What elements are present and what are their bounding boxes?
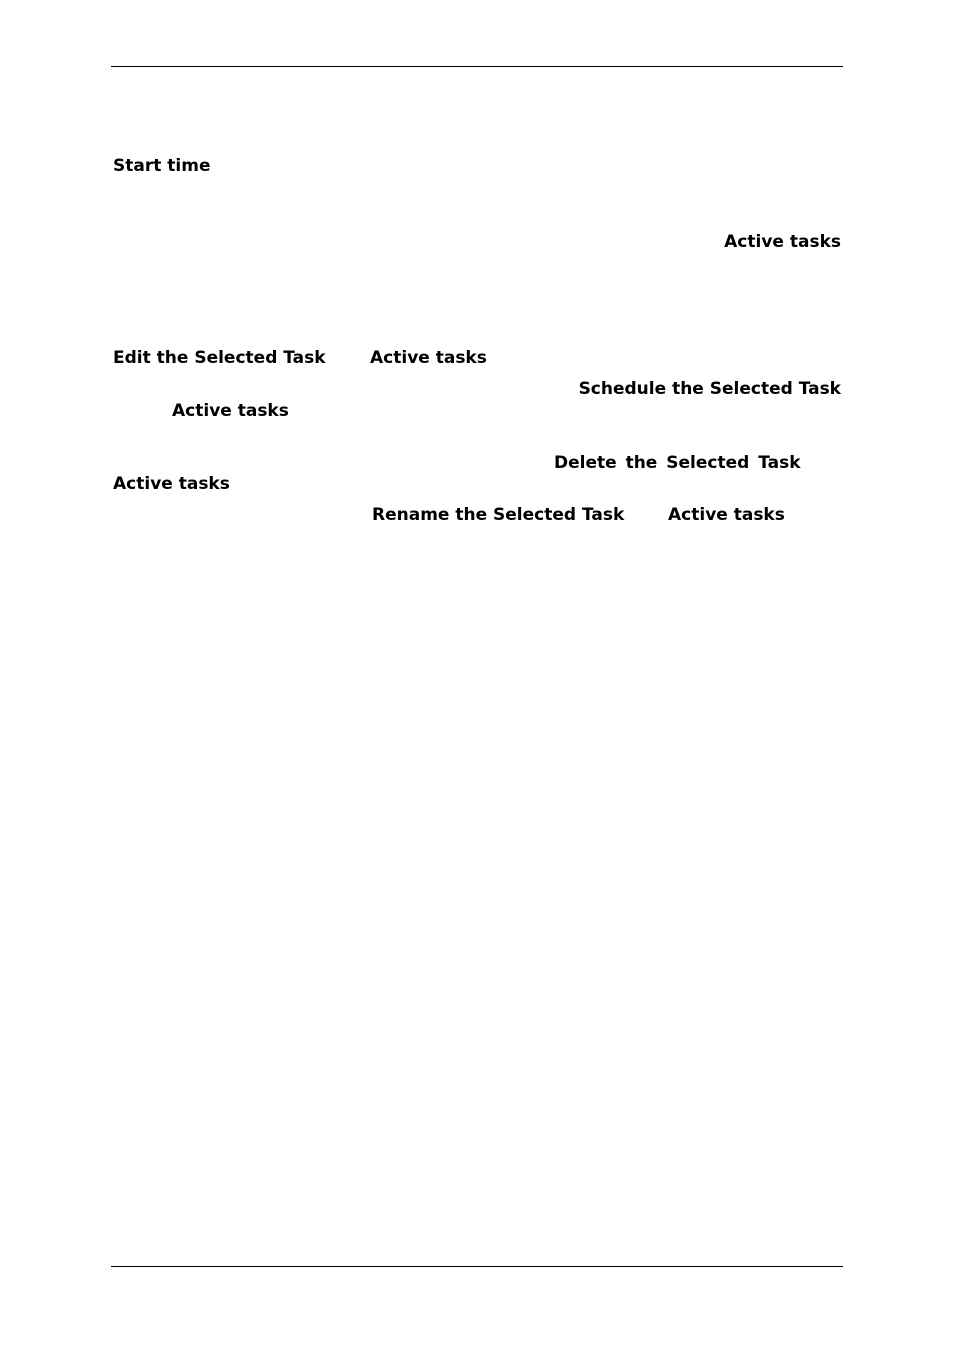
term-rename-selected-task: Rename the Selected Task [372,505,625,525]
term-active-tasks: Active tasks [113,474,230,494]
term-delete-selected-task: Delete the Selected Task [554,453,801,473]
footer-rule [111,1266,843,1267]
term-active-tasks: Active tasks [370,348,487,368]
term-active-tasks: Active tasks [724,232,841,252]
term-schedule-selected-task: Schedule the Selected Task [578,379,841,399]
term-edit-selected-task: Edit the Selected Task [113,348,326,368]
header-rule [111,66,843,67]
term-active-tasks: Active tasks [172,401,289,421]
term-active-tasks: Active tasks [668,505,785,525]
term-start-time: Start time [113,156,211,176]
